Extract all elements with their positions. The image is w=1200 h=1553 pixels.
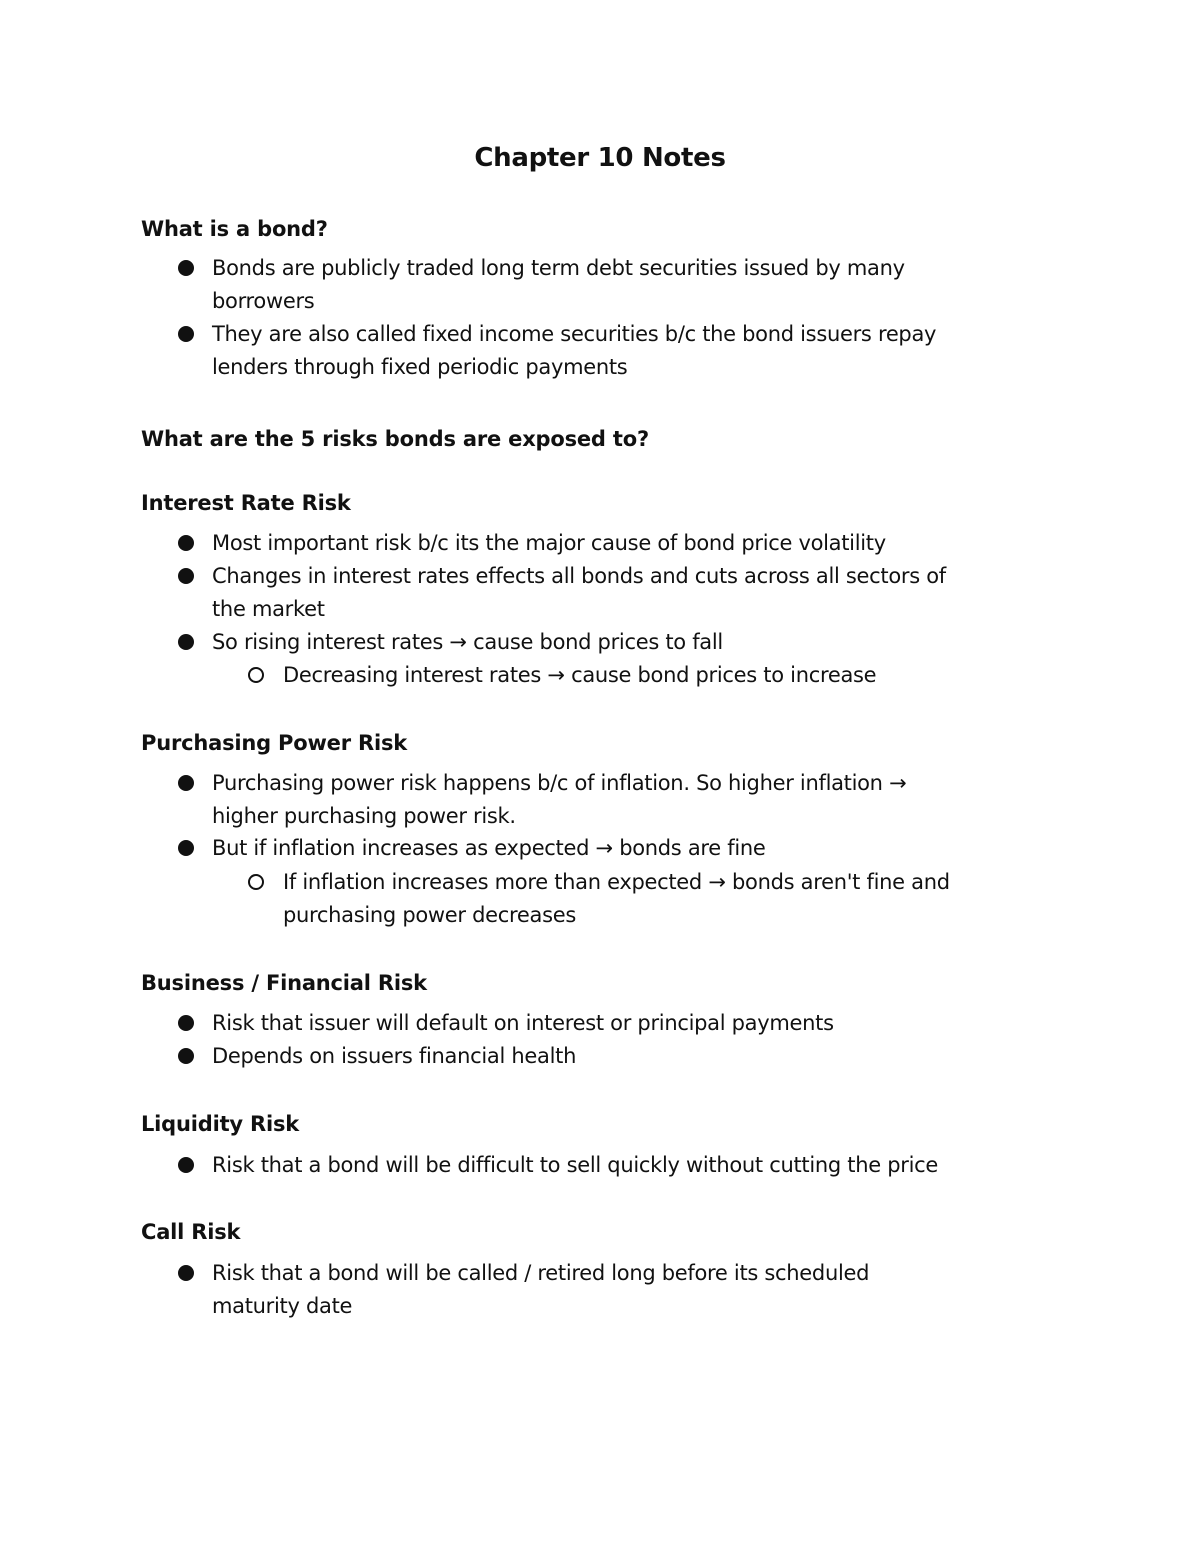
list-item-line: Purchasing power risk happens b/c of inflation. So higher inflation → [212, 771, 907, 795]
list-item [212, 527, 886, 560]
section-heading-liquidity-risk: Liquidity Risk [141, 1112, 300, 1136]
list-item-line: Risk that a bond will be called / retired long before its scheduled [212, 1261, 870, 1285]
list-item-line: borrowers [212, 289, 315, 313]
section-heading-call-risk: Call Risk [141, 1220, 241, 1244]
filled-bullet-icon [178, 535, 194, 551]
list-item-line: Bonds are publicly traded long term debt securities issued by many [212, 256, 905, 280]
list-item-line: Changes in interest rates effects all bonds and cuts across all sectors of [212, 564, 946, 588]
filled-bullet-icon [178, 1157, 194, 1173]
list-item [212, 560, 946, 626]
list-item [212, 1149, 938, 1182]
list-item-line: If inflation increases more than expected → bonds aren't fine and [283, 870, 950, 894]
list-item-line: Depends on issuers financial health [212, 1044, 577, 1068]
hollow-bullet-icon [248, 667, 264, 683]
filled-bullet-icon [178, 1015, 194, 1031]
section-heading-interest-rate-risk: Interest Rate Risk [141, 491, 351, 515]
list-item [212, 767, 906, 833]
section-heading-what-is-a-bond: What is a bond? [141, 217, 328, 241]
list-item-line: lenders through fixed periodic payments [212, 355, 628, 379]
section-heading-purchasing-power-risk: Purchasing Power Risk [141, 731, 408, 755]
section-heading-five-risks: What are the 5 risks bonds are exposed to? [141, 427, 649, 451]
filled-bullet-icon [178, 1048, 194, 1064]
hollow-bullet-icon [248, 874, 264, 890]
list-item-line: maturity date [212, 1294, 353, 1318]
page-title: Chapter 10 Notes [474, 143, 726, 173]
list-item-line: Risk that a bond will be difficult to sell quickly without cutting the price [212, 1153, 939, 1177]
list-item [212, 318, 936, 384]
list-item [212, 626, 723, 659]
filled-bullet-icon [178, 634, 194, 650]
list-item-line: purchasing power decreases [283, 903, 576, 927]
list-item-line: higher purchasing power risk. [212, 804, 516, 828]
list-item [212, 1040, 576, 1073]
sub-list-item [283, 659, 876, 692]
filled-bullet-icon [178, 260, 194, 276]
filled-bullet-icon [178, 568, 194, 584]
filled-bullet-icon [178, 775, 194, 791]
list-item [212, 252, 905, 318]
list-item-line: Risk that issuer will default on interest or principal payments [212, 1011, 834, 1035]
section-heading-business-financial-risk: Business / Financial Risk [141, 971, 427, 995]
list-item [212, 1007, 834, 1040]
filled-bullet-icon [178, 840, 194, 856]
list-item-line: So rising interest rates → cause bond prices to fall [212, 630, 723, 654]
list-item-line: the market [212, 597, 325, 621]
filled-bullet-icon [178, 326, 194, 342]
list-item [212, 1257, 869, 1323]
list-item-line: Most important risk b/c its the major cause of bond price volatility [212, 531, 886, 555]
list-item-line: They are also called fixed income securities b/c the bond issuers repay [212, 322, 937, 346]
list-item [212, 832, 766, 865]
sub-list-item [283, 866, 950, 932]
list-item-line: But if inflation increases as expected → bonds are fine [212, 836, 766, 860]
filled-bullet-icon [178, 1265, 194, 1281]
list-item-line: Decreasing interest rates → cause bond prices to increase [283, 663, 877, 687]
